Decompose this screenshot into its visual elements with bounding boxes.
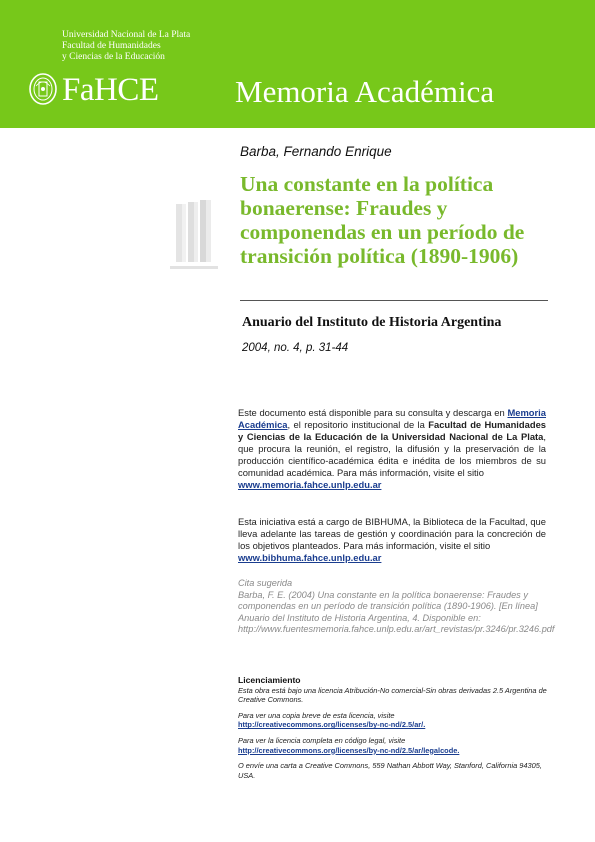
license-short-link[interactable]: http://creativecommons.org/licenses/by-nc-nd/2.5/ar/. xyxy=(238,720,426,730)
university-name xyxy=(62,30,190,63)
license-text-3: Para ver la licencia completa en código legal, visite xyxy=(238,735,406,745)
info-text-3: , que procura la reunión, el registro, la difusión y la preservación de la producción científico-académica édita e inédita de los miembros de su comunidad académica. Para más información, visite el sitio xyxy=(238,431,546,478)
license-legal-link[interactable]: http://creativecommons.org/licenses/by-nc-nd/2.5/ar/legalcode. xyxy=(238,745,460,755)
author-name: Barba, Fernando Enrique xyxy=(240,144,392,159)
bibhuma-url-link[interactable]: www.bibhuma.fahce.unlp.edu.ar xyxy=(238,552,382,563)
license-heading: Licenciamiento xyxy=(238,675,301,685)
fahce-logo: FaHCE xyxy=(62,72,159,108)
repository-info xyxy=(238,407,546,491)
university-line-1: Universidad Nacional de La Plata xyxy=(62,30,191,40)
license-text-1: Esta obra está bajo una licencia Atribución-No comercial-Sin obras derivadas 2.5 Argentina de Creative Commons. xyxy=(238,685,547,705)
publication-details: 2004, no. 4, p. 31-44 xyxy=(242,342,349,354)
university-line-2: Facultad de Humanidades xyxy=(62,41,161,51)
university-seal-icon xyxy=(28,72,58,106)
repository-title: Memoria Académica xyxy=(235,74,495,109)
faculty-name: Facultad de Humanidades y Ciencias de la Educación de la Universidad Nacional de La Plata xyxy=(238,419,546,442)
bibhuma-info xyxy=(238,516,546,564)
info-text-2: , el repositorio institucional de la xyxy=(287,419,429,430)
university-line-3: y Ciencias de la Educación xyxy=(62,52,165,62)
memoria-academica-link[interactable]: Memoria Académica xyxy=(238,407,546,430)
citation-heading: Cita sugerida xyxy=(238,578,293,588)
memoria-url-link[interactable]: www.memoria.fahce.unlp.edu.ar xyxy=(238,479,382,490)
header-banner xyxy=(0,0,595,128)
citation-text: Barba, F. E. (2004) Una constante en la política bonaerense: Fraudes y componendas en un período de transición política (1890-1906). [En línea] Anuario del Instituto de Historia Argentina, 4. Disponible en: http://www.fuentesmemoria.fahce.unlp.edu.ar/art_revistas/pr.3246/pr.3246.pdf xyxy=(238,589,555,634)
divider xyxy=(240,300,548,301)
books-icon xyxy=(170,200,222,280)
bibhuma-text: Esta iniciativa está a cargo de BIBHUMA, la Biblioteca de la Facultad, que lleva adelante las tareas de gestión y coordinación para la concreción de los objetivos planteados. Para más información, visite el sitio xyxy=(238,516,546,551)
document-title: Una constante en la política bonaerense: Fraudes y componendas en un período de transición política (1890-1906) xyxy=(240,172,525,268)
info-text-1: Este documento está disponible para su consulta y descarga en xyxy=(238,407,508,418)
license-text-4: O envíe una carta a Creative Commons, 559 Nathan Abbott Way, Stanford, California 94305, USA. xyxy=(238,761,542,780)
license-text-2: Para ver una copia breve de esta licencia, visite xyxy=(238,710,395,720)
suggested-citation xyxy=(238,578,555,636)
journal-name: Anuario del Instituto de Historia Argentina xyxy=(242,315,502,330)
license-section xyxy=(238,676,558,780)
